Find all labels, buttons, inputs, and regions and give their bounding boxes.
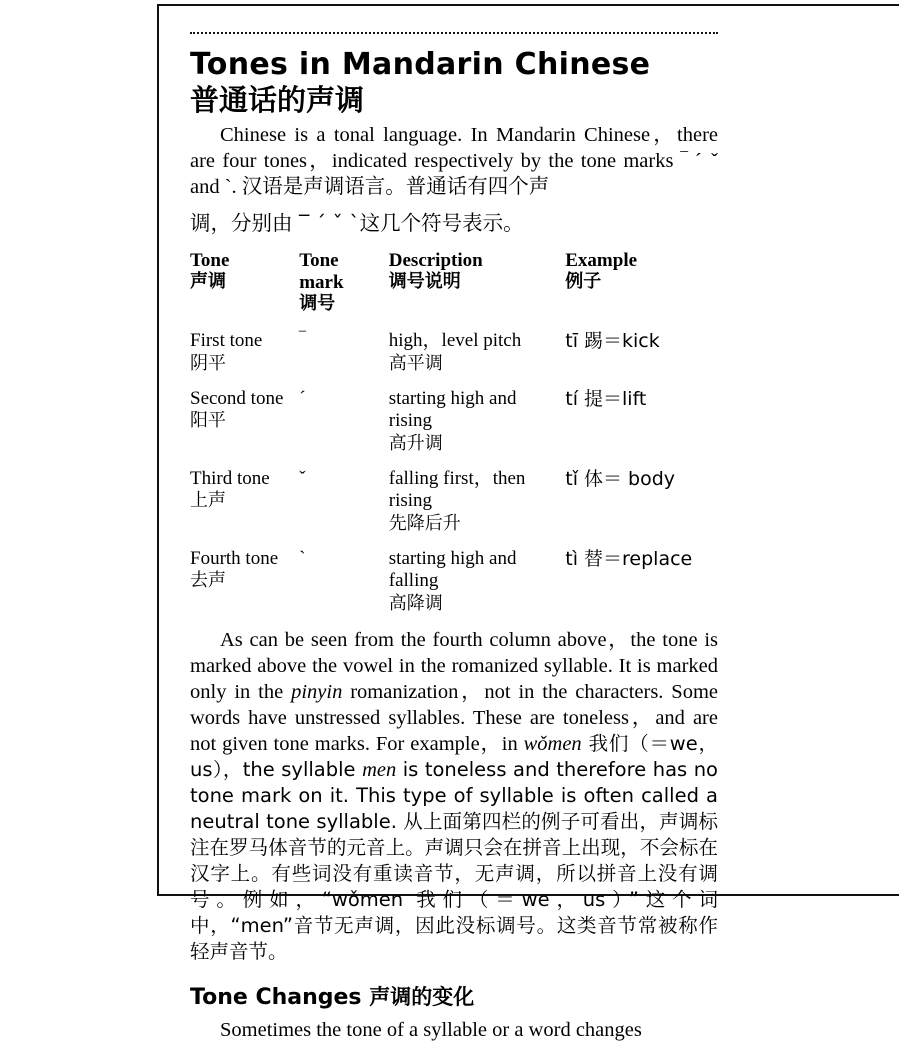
- tone-name-zh: 上声: [190, 490, 226, 512]
- description-en: starting high and falling: [388, 547, 517, 592]
- header-tone-mark-en: Tone mark: [299, 250, 344, 294]
- table-row: [190, 541, 718, 621]
- header-description-en: Description: [388, 250, 483, 272]
- cell-example: tǐ 体＝ body: [565, 467, 676, 490]
- cell-example: tì 替＝replace: [565, 547, 693, 570]
- header-example-en: Example: [565, 250, 638, 272]
- description-en: high，level pitch: [388, 330, 522, 352]
- description-en: falling first，then rising: [388, 467, 526, 512]
- cell-description: [389, 461, 565, 541]
- explanation-part-1: As can be seen from the fourth column above，the tone is marked above the vowel in the romanized syllable. It is marked only in the: [190, 628, 718, 703]
- pinyin-italic-3: men: [362, 759, 397, 782]
- cell-tone-mark: ‾: [299, 330, 307, 352]
- page-content: [190, 32, 718, 1043]
- section-subheading: [190, 981, 718, 1011]
- pinyin-italic-1: pinyin: [291, 680, 343, 703]
- header-tone: [190, 250, 299, 323]
- explanation-paragraph: [190, 627, 718, 965]
- page-title-chinese: 普通话的声调: [190, 82, 365, 117]
- header-example-zh: 例子: [565, 271, 602, 293]
- header-tone-zh: 声调: [190, 271, 226, 293]
- tones-table: [190, 250, 718, 621]
- intro-paragraph-text: Chinese is a tonal language. In Mandarin Chinese，there are four tones，indicated respectively by the tone marks ‾ ˊ ˇ and ˋ. 汉语是声调语言。普通话有四个声: [190, 124, 718, 199]
- cell-example: tí 提＝lift: [565, 387, 647, 410]
- intro-paragraph: [190, 122, 718, 200]
- description-zh: 先降后升: [388, 512, 461, 534]
- dotted-divider: [190, 32, 718, 34]
- tone-name-en: Second tone: [190, 387, 284, 409]
- cell-tone-mark: ˋ: [299, 547, 307, 569]
- header-tone-mark: [299, 250, 389, 323]
- subheading-zh: 声调的变化: [369, 985, 475, 1010]
- explanation-part-4: is toneless and therefore has no tone mark on it. This type of syllable is often called a neutral tone syllable. 从上面第四栏的例子可看出，声调标注在罗马体音节的元音上。声调只会在拼音上出现，不会标在汉字上。有些词没有重读音节，无声调，所以拼音上没有调号。例如，“wǒmen 我们（＝we，us）”这个词中，“men”音节无声调，因此没标调号。这类音节常被称作轻声音节。: [190, 758, 718, 964]
- table-row: [190, 381, 718, 461]
- tone-name-zh: 阴平: [190, 352, 226, 374]
- tone-name-en: Fourth tone: [190, 547, 279, 569]
- header-description-zh: 调号说明: [388, 271, 461, 293]
- explanation-part-2: romanization，not in the characters. Some words have unstressed syllables. These are toneless，and are not given tone marks. For example，in: [190, 680, 719, 756]
- tone-name-zh: 阳平: [190, 410, 226, 432]
- cell-tone: [190, 381, 299, 461]
- tone-name-en: Third tone: [190, 467, 270, 489]
- table-header-row: [190, 250, 718, 323]
- cell-description: [389, 323, 565, 381]
- cell-tone-mark: ˇ: [299, 467, 307, 489]
- header-tone-mark-zh: 调号: [299, 293, 336, 315]
- header-example: [565, 250, 718, 323]
- description-en: starting high and rising: [388, 387, 517, 432]
- cell-tone: [190, 461, 299, 541]
- description-zh: 高平调: [388, 352, 443, 374]
- tone-name-zh: 去声: [190, 570, 226, 592]
- table-row: [190, 323, 718, 381]
- table-row: [190, 461, 718, 541]
- tone-name-en: First tone: [190, 330, 263, 352]
- cell-tone: [190, 541, 299, 621]
- description-zh: 高降调: [388, 592, 443, 614]
- tone-changes-paragraph: Sometimes the tone of a syllable or a word changes: [220, 1019, 642, 1042]
- pinyin-italic-2: wǒmen: [523, 733, 582, 756]
- explanation-part-3: 我们（＝we，us），the syllable: [190, 732, 718, 782]
- header-tone-en: Tone: [190, 250, 230, 272]
- subheading-en: Tone Changes: [190, 985, 362, 1011]
- page-title-english: Tones in Mandarin Chinese: [190, 47, 651, 82]
- cell-tone: [190, 323, 299, 381]
- cell-tone-mark: ˊ: [299, 387, 307, 409]
- cell-description: [389, 381, 565, 461]
- cell-description: [389, 541, 565, 621]
- header-description: [389, 250, 565, 323]
- cell-example: tī 踢＝kick: [565, 330, 660, 353]
- intro-paragraph-continuation: 调，分别由 ‾ ˊ ˇ ˋ这几个符号表示。: [190, 211, 524, 236]
- description-zh: 高升调: [388, 432, 443, 454]
